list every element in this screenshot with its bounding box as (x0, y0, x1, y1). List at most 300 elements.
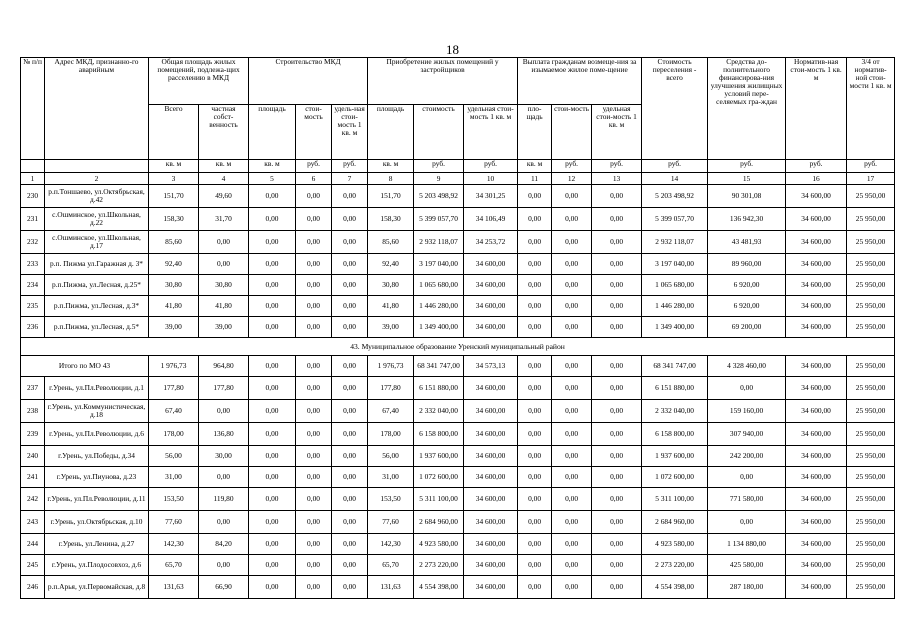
row-construction-cost: 0,00 (296, 208, 332, 231)
row-compensation-unit-cost: 0,00 (592, 231, 642, 254)
row-compensation-cost: 0,00 (552, 208, 592, 231)
row-compensation-cost: 0,00 (552, 511, 592, 534)
row-purchase-unit-cost: 34 600,00 (464, 317, 518, 338)
table-row (21, 275, 895, 296)
row-total-area: 158,30 (149, 208, 199, 231)
subheader-area: площадь (249, 105, 296, 160)
row-normative-cost: 34 600,00 (786, 254, 847, 275)
row-total-area: 142,30 (149, 534, 199, 555)
row-compensation-area: 0,00 (518, 208, 552, 231)
table-row (21, 488, 895, 511)
unit-cell: руб. (552, 160, 592, 173)
row-additional-funding: 136 942,30 (708, 208, 786, 231)
row-construction-unit-cost: 0,00 (332, 208, 368, 231)
row-normative-cost: 34 600,00 (786, 296, 847, 317)
row-address: г.Урень, ул.Победы, д.34 (45, 446, 149, 467)
row-purchase-unit-cost: 34 600,00 (464, 576, 518, 599)
row-construction-unit-cost: 0,00 (332, 296, 368, 317)
row-purchase-unit-cost: 34 253,72 (464, 231, 518, 254)
row-private-area: 66,90 (199, 576, 249, 599)
row-resettlement-cost: 5 203 498,92 (642, 185, 708, 208)
total-normative-cost: 34 600,00 (786, 356, 847, 377)
row-private-area: 0,00 (199, 400, 249, 423)
row-resettlement-cost: 5 399 057,70 (642, 208, 708, 231)
row-compensation-unit-cost: 0,00 (592, 576, 642, 599)
row-compensation-cost: 0,00 (552, 377, 592, 400)
row-purchase-cost: 2 684 960,00 (414, 511, 464, 534)
row-private-area: 41,80 (199, 296, 249, 317)
row-construction-unit-cost: 0,00 (332, 377, 368, 400)
column-number: 13 (592, 173, 642, 185)
row-additional-funding: 0,00 (708, 467, 786, 488)
row-construction-cost: 0,00 (296, 231, 332, 254)
row-resettlement-cost: 2 273 220,00 (642, 555, 708, 576)
row-additional-funding: 0,00 (708, 377, 786, 400)
table-row (21, 208, 895, 231)
table-row (21, 254, 895, 275)
row-purchase-area: 56,00 (368, 446, 414, 467)
column-number: 14 (642, 173, 708, 185)
table-row (21, 423, 895, 446)
subheader-area: пло-щадь (518, 105, 552, 160)
row-purchase-area: 158,30 (368, 208, 414, 231)
subheader-cost: стои-мость (552, 105, 592, 160)
row-purchase-area: 92,40 (368, 254, 414, 275)
row-additional-funding: 69 200,00 (708, 317, 786, 338)
row-number: 230 (21, 185, 45, 208)
row-number: 232 (21, 231, 45, 254)
total-construction-cost: 0,00 (296, 356, 332, 377)
row-total-area: 153,50 (149, 488, 199, 511)
row-construction-unit-cost: 0,00 (332, 576, 368, 599)
row-compensation-cost: 0,00 (552, 423, 592, 446)
column-number: 6 (296, 173, 332, 185)
total-construction-area: 0,00 (249, 356, 296, 377)
row-address: г.Урень, ул.Пл.Революции, д.11 (45, 488, 149, 511)
units-row (21, 160, 895, 173)
row-address: г.Урень, ул.Плодосовхоз, д.6 (45, 555, 149, 576)
row-private-area: 30,80 (199, 275, 249, 296)
row-construction-unit-cost: 0,00 (332, 254, 368, 275)
row-additional-funding: 43 481,93 (708, 231, 786, 254)
row-additional-funding: 307 940,00 (708, 423, 786, 446)
row-construction-unit-cost: 0,00 (332, 511, 368, 534)
row-purchase-cost: 6 158 800,00 (414, 423, 464, 446)
row-normative-cost: 34 600,00 (786, 446, 847, 467)
row-construction-cost: 0,00 (296, 185, 332, 208)
row-additional-funding: 0,00 (708, 511, 786, 534)
row-construction-unit-cost: 0,00 (332, 275, 368, 296)
row-private-area: 0,00 (199, 467, 249, 488)
row-construction-area: 0,00 (249, 317, 296, 338)
row-compensation-area: 0,00 (518, 555, 552, 576)
row-compensation-area: 0,00 (518, 423, 552, 446)
row-construction-area: 0,00 (249, 555, 296, 576)
subheader-unit-cost: удельная стои-мость 1 кв. м (592, 105, 642, 160)
row-construction-area: 0,00 (249, 231, 296, 254)
table-body (21, 173, 895, 599)
row-total-area: 39,00 (149, 317, 199, 338)
row-compensation-area: 0,00 (518, 446, 552, 467)
row-total-area: 131,63 (149, 576, 199, 599)
unit-cell: руб. (592, 160, 642, 173)
subheader-unit-cost: удельная стои-мость 1 кв. м (464, 105, 518, 160)
row-construction-unit-cost: 0,00 (332, 317, 368, 338)
row-number: 238 (21, 400, 45, 423)
row-construction-unit-cost: 0,00 (332, 488, 368, 511)
total-resettlement-cost: 68 341 747,00 (642, 356, 708, 377)
row-compensation-area: 0,00 (518, 275, 552, 296)
row-construction-cost: 0,00 (296, 400, 332, 423)
row-compensation-unit-cost: 0,00 (592, 555, 642, 576)
row-compensation-area: 0,00 (518, 488, 552, 511)
row-compensation-cost: 0,00 (552, 488, 592, 511)
row-number: 233 (21, 254, 45, 275)
table-row (21, 511, 895, 534)
row-purchase-area: 153,50 (368, 488, 414, 511)
total-purchase-area: 1 976,73 (368, 356, 414, 377)
subheader-cost: стоимость (414, 105, 464, 160)
row-number: 234 (21, 275, 45, 296)
table-row (21, 446, 895, 467)
row-purchase-unit-cost: 34 600,00 (464, 534, 518, 555)
row-purchase-area: 131,63 (368, 576, 414, 599)
row-resettlement-cost: 1 446 280,00 (642, 296, 708, 317)
row-number: 241 (21, 467, 45, 488)
row-construction-unit-cost: 0,00 (332, 423, 368, 446)
unit-cell: руб. (642, 160, 708, 173)
header-address: Адрес МКД, признанно-го аварийным (45, 58, 149, 160)
row-construction-unit-cost: 0,00 (332, 400, 368, 423)
row-resettlement-cost: 1 937 600,00 (642, 446, 708, 467)
column-number: 1 (21, 173, 45, 185)
column-number: 3 (149, 173, 199, 185)
row-address: р.п.Пижма, ул.Лесная, д.25* (45, 275, 149, 296)
total-private-area: 964,80 (199, 356, 249, 377)
row-three-quarters-cost: 25 950,00 (847, 555, 895, 576)
row-private-area: 49,60 (199, 185, 249, 208)
row-three-quarters-cost: 25 950,00 (847, 446, 895, 467)
row-compensation-unit-cost: 0,00 (592, 488, 642, 511)
row-purchase-area: 31,00 (368, 467, 414, 488)
row-purchase-unit-cost: 34 600,00 (464, 296, 518, 317)
row-construction-area: 0,00 (249, 488, 296, 511)
row-private-area: 0,00 (199, 231, 249, 254)
row-three-quarters-cost: 25 950,00 (847, 185, 895, 208)
column-number: 8 (368, 173, 414, 185)
row-number: 242 (21, 488, 45, 511)
row-compensation-cost: 0,00 (552, 275, 592, 296)
page-number: 18 (446, 42, 459, 57)
row-three-quarters-cost: 25 950,00 (847, 467, 895, 488)
header-purchase: Приобретение жилых помещений у застройщиков (368, 58, 518, 105)
row-purchase-area: 178,00 (368, 423, 414, 446)
total-total-area: 1 976,73 (149, 356, 199, 377)
row-purchase-cost: 1 072 600,00 (414, 467, 464, 488)
row-purchase-unit-cost: 34 600,00 (464, 275, 518, 296)
row-three-quarters-cost: 25 950,00 (847, 275, 895, 296)
subheader-private: частная собст-венность (199, 105, 249, 160)
table-row (21, 534, 895, 555)
row-construction-unit-cost: 0,00 (332, 467, 368, 488)
row-compensation-unit-cost: 0,00 (592, 296, 642, 317)
row-compensation-unit-cost: 0,00 (592, 208, 642, 231)
row-resettlement-cost: 3 197 040,00 (642, 254, 708, 275)
column-number: 16 (786, 173, 847, 185)
total-compensation-unit-cost: 0,00 (592, 356, 642, 377)
row-purchase-area: 41,80 (368, 296, 414, 317)
row-compensation-cost: 0,00 (552, 576, 592, 599)
row-compensation-unit-cost: 0,00 (592, 534, 642, 555)
row-number: 231 (21, 208, 45, 231)
row-additional-funding: 90 301,08 (708, 185, 786, 208)
row-compensation-cost: 0,00 (552, 185, 592, 208)
row-purchase-area: 67,40 (368, 400, 414, 423)
row-normative-cost: 34 600,00 (786, 423, 847, 446)
row-private-area: 136,80 (199, 423, 249, 446)
row-address: г.Урень, ул.Пиунова, д.23 (45, 467, 149, 488)
column-number: 9 (414, 173, 464, 185)
row-compensation-unit-cost: 0,00 (592, 317, 642, 338)
row-purchase-cost: 4 554 398,00 (414, 576, 464, 599)
row-additional-funding: 287 180,00 (708, 576, 786, 599)
row-private-area: 31,70 (199, 208, 249, 231)
row-private-area: 0,00 (199, 555, 249, 576)
row-additional-funding: 1 134 880,00 (708, 534, 786, 555)
unit-cell: руб. (847, 160, 895, 173)
subheader-area: площадь (368, 105, 414, 160)
total-three-quarters-cost: 25 950,00 (847, 356, 895, 377)
row-address: г.Урень, ул.Октябрьская, д.10 (45, 511, 149, 534)
row-purchase-area: 30,80 (368, 275, 414, 296)
row-compensation-area: 0,00 (518, 511, 552, 534)
row-three-quarters-cost: 25 950,00 (847, 423, 895, 446)
row-construction-area: 0,00 (249, 185, 296, 208)
row-construction-cost: 0,00 (296, 275, 332, 296)
resettlement-table (20, 57, 895, 599)
unit-cell: руб. (296, 160, 332, 173)
row-construction-cost: 0,00 (296, 555, 332, 576)
total-construction-unit-cost: 0,00 (332, 356, 368, 377)
table-row (21, 467, 895, 488)
row-purchase-area: 77,60 (368, 511, 414, 534)
unit-cell: руб. (786, 160, 847, 173)
row-normative-cost: 34 600,00 (786, 185, 847, 208)
row-resettlement-cost: 1 072 600,00 (642, 467, 708, 488)
section-row (21, 338, 895, 356)
row-construction-cost: 0,00 (296, 467, 332, 488)
total-row (21, 356, 895, 377)
row-resettlement-cost: 1 349 400,00 (642, 317, 708, 338)
row-construction-area: 0,00 (249, 467, 296, 488)
row-compensation-area: 0,00 (518, 534, 552, 555)
row-resettlement-cost: 2 684 960,00 (642, 511, 708, 534)
row-construction-area: 0,00 (249, 254, 296, 275)
row-address: г.Урень, ул.Ленина, д.27 (45, 534, 149, 555)
row-number: 236 (21, 317, 45, 338)
row-compensation-unit-cost: 0,00 (592, 377, 642, 400)
row-address: с.Ошминское, ул.Школьная, д.17 (45, 231, 149, 254)
row-construction-unit-cost: 0,00 (332, 555, 368, 576)
section-title: 43. Муниципальное образование Уренский муниципальный район (21, 338, 895, 356)
subheader-unit-cost: удель-ная стои-мость 1 кв. м (332, 105, 368, 160)
row-construction-unit-cost: 0,00 (332, 446, 368, 467)
row-compensation-cost: 0,00 (552, 231, 592, 254)
row-total-area: 31,00 (149, 467, 199, 488)
row-compensation-cost: 0,00 (552, 534, 592, 555)
row-compensation-cost: 0,00 (552, 254, 592, 275)
table-row (21, 185, 895, 208)
row-purchase-cost: 2 273 220,00 (414, 555, 464, 576)
row-purchase-unit-cost: 34 600,00 (464, 511, 518, 534)
total-purchase-unit-cost: 34 573,13 (464, 356, 518, 377)
row-purchase-cost: 2 332 040,00 (414, 400, 464, 423)
row-normative-cost: 34 600,00 (786, 488, 847, 511)
row-resettlement-cost: 2 932 118,07 (642, 231, 708, 254)
header-total-area: Общая площадь жилых помещений, подлежа-щих расселению в МКД (149, 58, 249, 105)
table-row (21, 400, 895, 423)
row-total-area: 177,80 (149, 377, 199, 400)
row-three-quarters-cost: 25 950,00 (847, 254, 895, 275)
row-construction-area: 0,00 (249, 377, 296, 400)
column-number: 7 (332, 173, 368, 185)
row-construction-area: 0,00 (249, 576, 296, 599)
row-compensation-area: 0,00 (518, 185, 552, 208)
row-purchase-cost: 4 923 580,00 (414, 534, 464, 555)
row-purchase-cost: 5 311 100,00 (414, 488, 464, 511)
table-row (21, 296, 895, 317)
row-total-area: 30,80 (149, 275, 199, 296)
unit-cell: руб. (708, 160, 786, 173)
unit-cell: руб. (332, 160, 368, 173)
total-purchase-cost: 68 341 747,00 (414, 356, 464, 377)
row-construction-cost: 0,00 (296, 377, 332, 400)
row-additional-funding: 6 920,00 (708, 296, 786, 317)
row-construction-area: 0,00 (249, 208, 296, 231)
row-purchase-cost: 5 203 498,92 (414, 185, 464, 208)
row-construction-cost: 0,00 (296, 317, 332, 338)
row-normative-cost: 34 600,00 (786, 467, 847, 488)
row-purchase-area: 151,70 (368, 185, 414, 208)
total-compensation-area: 0,00 (518, 356, 552, 377)
row-private-area: 119,80 (199, 488, 249, 511)
row-three-quarters-cost: 25 950,00 (847, 317, 895, 338)
row-compensation-area: 0,00 (518, 317, 552, 338)
row-normative-cost: 34 600,00 (786, 208, 847, 231)
row-total-area: 56,00 (149, 446, 199, 467)
row-compensation-cost: 0,00 (552, 446, 592, 467)
row-resettlement-cost: 4 554 398,00 (642, 576, 708, 599)
row-resettlement-cost: 1 065 680,00 (642, 275, 708, 296)
row-additional-funding: 159 160,00 (708, 400, 786, 423)
row-purchase-unit-cost: 34 600,00 (464, 254, 518, 275)
unit-cell: кв. м (249, 160, 296, 173)
unit-cell: кв. м (368, 160, 414, 173)
row-purchase-cost: 3 197 040,00 (414, 254, 464, 275)
row-purchase-unit-cost: 34 600,00 (464, 446, 518, 467)
row-compensation-unit-cost: 0,00 (592, 275, 642, 296)
column-number: 5 (249, 173, 296, 185)
row-compensation-area: 0,00 (518, 296, 552, 317)
row-address: с.Ошминское, ул.Школьная, д.22 (45, 208, 149, 231)
unit-cell: кв. м (149, 160, 199, 173)
row-private-area: 30,00 (199, 446, 249, 467)
table-row (21, 317, 895, 338)
table-row (21, 377, 895, 400)
column-numbers-row (21, 173, 895, 185)
row-number: 239 (21, 423, 45, 446)
row-private-area: 177,80 (199, 377, 249, 400)
row-normative-cost: 34 600,00 (786, 377, 847, 400)
row-normative-cost: 34 600,00 (786, 317, 847, 338)
row-compensation-cost: 0,00 (552, 317, 592, 338)
subheader-cost: стои-мость (296, 105, 332, 160)
row-three-quarters-cost: 25 950,00 (847, 534, 895, 555)
row-additional-funding: 425 580,00 (708, 555, 786, 576)
row-construction-cost: 0,00 (296, 511, 332, 534)
row-normative-cost: 34 600,00 (786, 511, 847, 534)
row-purchase-cost: 2 932 118,07 (414, 231, 464, 254)
row-compensation-area: 0,00 (518, 377, 552, 400)
row-number: 245 (21, 555, 45, 576)
row-compensation-cost: 0,00 (552, 400, 592, 423)
row-purchase-unit-cost: 34 600,00 (464, 423, 518, 446)
row-compensation-unit-cost: 0,00 (592, 467, 642, 488)
row-compensation-unit-cost: 0,00 (592, 185, 642, 208)
row-construction-cost: 0,00 (296, 254, 332, 275)
column-number: 10 (464, 173, 518, 185)
row-three-quarters-cost: 25 950,00 (847, 576, 895, 599)
row-resettlement-cost: 6 158 800,00 (642, 423, 708, 446)
row-purchase-unit-cost: 34 600,00 (464, 467, 518, 488)
total-additional-funding: 4 328 460,00 (708, 356, 786, 377)
row-construction-area: 0,00 (249, 400, 296, 423)
row-number: 240 (21, 446, 45, 467)
row-compensation-unit-cost: 0,00 (592, 400, 642, 423)
row-purchase-area: 39,00 (368, 317, 414, 338)
row-construction-cost: 0,00 (296, 423, 332, 446)
row-address: р.п.Пижма, ул.Лесная, д.5* (45, 317, 149, 338)
row-construction-cost: 0,00 (296, 488, 332, 511)
header-construction: Строительство МКД (249, 58, 368, 105)
row-construction-cost: 0,00 (296, 534, 332, 555)
table-row (21, 231, 895, 254)
row-private-area: 39,00 (199, 317, 249, 338)
column-number: 11 (518, 173, 552, 185)
row-purchase-unit-cost: 34 301,25 (464, 185, 518, 208)
row-three-quarters-cost: 25 950,00 (847, 231, 895, 254)
row-normative-cost: 34 600,00 (786, 534, 847, 555)
column-number: 17 (847, 173, 895, 185)
row-compensation-unit-cost: 0,00 (592, 254, 642, 275)
row-address: р.п.Тоншаево, ул.Октябрьская, д.42 (45, 185, 149, 208)
row-three-quarters-cost: 25 950,00 (847, 296, 895, 317)
row-normative-cost: 34 600,00 (786, 576, 847, 599)
unit-cell: кв. м (199, 160, 249, 173)
subheader-total: Всего (149, 105, 199, 160)
row-three-quarters-cost: 25 950,00 (847, 488, 895, 511)
total-label: Итого по МО 43 (21, 356, 149, 377)
row-resettlement-cost: 5 311 100,00 (642, 488, 708, 511)
row-private-area: 0,00 (199, 254, 249, 275)
header-row-1 (21, 58, 895, 105)
column-number: 15 (708, 173, 786, 185)
table-row (21, 555, 895, 576)
row-construction-unit-cost: 0,00 (332, 534, 368, 555)
row-construction-area: 0,00 (249, 534, 296, 555)
row-additional-funding: 771 580,00 (708, 488, 786, 511)
row-total-area: 67,40 (149, 400, 199, 423)
